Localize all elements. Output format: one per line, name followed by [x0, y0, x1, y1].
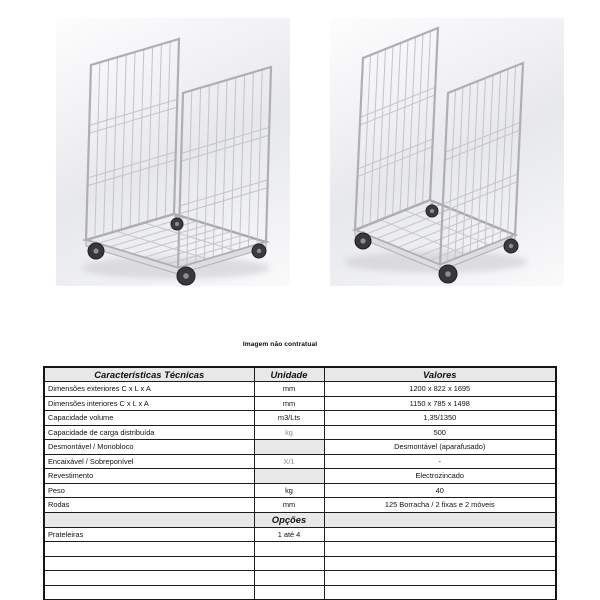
spec-label-cell: Dimensões interiores C x L x A: [44, 396, 254, 411]
mesh-side-panel-left: [86, 39, 179, 240]
spec-value-cell: 40: [324, 483, 556, 498]
roll-container-render-1: [56, 18, 290, 286]
specs-header-row: [44, 367, 556, 382]
spec-label-cell: [44, 585, 254, 600]
spec-label-cell: [44, 556, 254, 571]
spec-value-cell: [324, 571, 556, 586]
product-photo-view-1: [56, 18, 290, 286]
header-characteristics: Características Técnicas: [44, 367, 254, 382]
spec-unit-cell: mm: [254, 382, 324, 397]
spec-label-cell: Encaixável / Sobreponível: [44, 454, 254, 469]
spec-unit-cell: [254, 571, 324, 586]
spec-value-cell: Electrozincado: [324, 469, 556, 484]
spec-unit-cell: mm: [254, 498, 324, 513]
spec-value-cell: [324, 556, 556, 571]
spec-unit-cell: [254, 556, 324, 571]
spec-unit-cell: [254, 542, 324, 557]
spec-row: [44, 425, 556, 440]
option-row: [44, 556, 556, 571]
spec-value-cell: Desmontável (aparafusado): [324, 440, 556, 455]
product-photo-view-2: [330, 18, 564, 286]
spec-unit-cell: [254, 440, 324, 455]
header-unit: Unidade: [254, 367, 324, 382]
option-row: [44, 571, 556, 586]
spec-unit-cell: 1 até 4: [254, 527, 324, 542]
disclaimer-text: Imagem não contratual: [242, 341, 318, 348]
spec-value-cell: [324, 527, 556, 542]
spec-value-cell: 1150 x 785 x 1498: [324, 396, 556, 411]
spec-row: [44, 454, 556, 469]
spec-label-cell: [44, 542, 254, 557]
spec-row: [44, 483, 556, 498]
spec-value-cell: 125 Borracha / 2 fixas e 2 móveis: [324, 498, 556, 513]
options-section-title: Opções: [254, 512, 324, 527]
option-row: [44, 527, 556, 542]
spec-row: [44, 469, 556, 484]
spec-value-cell: [324, 542, 556, 557]
spec-label-cell: Capacidade volume: [44, 411, 254, 426]
spec-label-cell: Prateleiras: [44, 527, 254, 542]
spec-row: [44, 440, 556, 455]
spec-label-cell: Desmontável / Monobloco: [44, 440, 254, 455]
specs-table: [43, 366, 557, 600]
spec-value-cell: [324, 585, 556, 600]
spec-row: [44, 498, 556, 513]
spec-label-cell: Peso: [44, 483, 254, 498]
spec-row: [44, 396, 556, 411]
spec-value-cell: 1200 x 822 x 1695: [324, 382, 556, 397]
spec-row: [44, 411, 556, 426]
spec-label-cell: Revestimento: [44, 469, 254, 484]
mesh-side-panel-left: [355, 28, 438, 230]
spec-unit-cell: kg: [254, 483, 324, 498]
spec-label-cell: [44, 571, 254, 586]
header-values: Valores: [324, 367, 556, 382]
spec-row: [44, 382, 556, 397]
mesh-side-panel-right: [440, 63, 523, 265]
spec-value-cell: 500: [324, 425, 556, 440]
spec-unit-cell: X/1: [254, 454, 324, 469]
spec-value-cell: 1,35/1350: [324, 411, 556, 426]
options-section-cell: [324, 512, 556, 527]
options-section-row: [44, 512, 556, 527]
spec-label-cell: Rodas: [44, 498, 254, 513]
spec-unit-cell: mm: [254, 396, 324, 411]
options-section-cell: [44, 512, 254, 527]
spec-label-cell: Capacidade de carga distribuída: [44, 425, 254, 440]
spec-value-cell: -: [324, 454, 556, 469]
spec-label-cell: Dimensões exteriores C x L x A: [44, 382, 254, 397]
option-row: [44, 585, 556, 600]
spec-unit-cell: [254, 469, 324, 484]
spec-unit-cell: kg: [254, 425, 324, 440]
option-row: [44, 542, 556, 557]
roll-container-render-2: [330, 18, 564, 286]
spec-unit-cell: [254, 585, 324, 600]
specs-table-body: [44, 382, 556, 600]
spec-unit-cell: m3/Lts: [254, 411, 324, 426]
